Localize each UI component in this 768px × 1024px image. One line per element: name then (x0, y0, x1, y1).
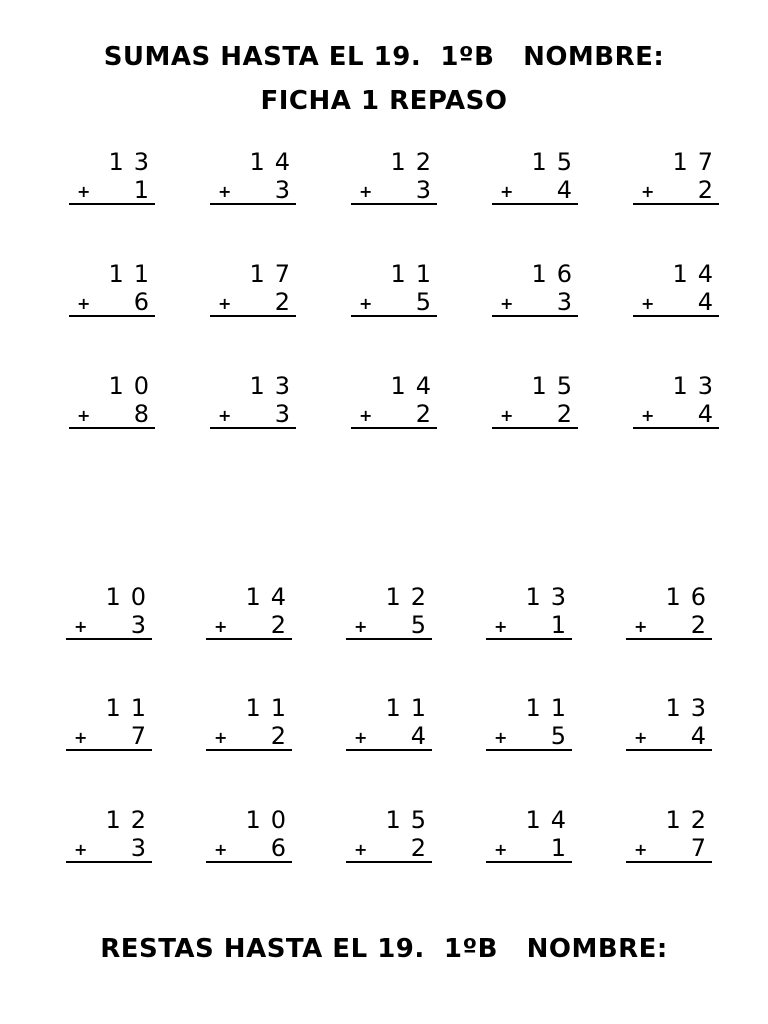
sum-line (626, 749, 712, 751)
addition-problem (210, 372, 300, 428)
addend-top: 17 (249, 260, 300, 288)
plus-sign: + (494, 617, 508, 636)
addend-bottom: 7 (130, 722, 146, 750)
sum-line (346, 749, 432, 751)
sum-line (210, 315, 296, 317)
addend-top: 13 (525, 583, 576, 611)
sum-line (69, 203, 155, 205)
addition-problem (346, 583, 436, 639)
addition-problem (492, 148, 582, 204)
plus-sign: + (500, 406, 514, 425)
addition-problem (206, 694, 296, 750)
addend-top: 14 (390, 372, 441, 400)
plus-sign: + (634, 617, 648, 636)
addend-bottom: 3 (130, 611, 146, 639)
sum-line (626, 638, 712, 640)
addition-problem (346, 694, 436, 750)
sum-line (69, 427, 155, 429)
sum-line (492, 315, 578, 317)
worksheet-title: SUMAS HASTA EL 19. 1ºB NOMBRE: (103, 42, 665, 72)
addend-bottom: 8 (133, 400, 149, 428)
addend-top: 12 (390, 148, 441, 176)
addend-bottom: 2 (697, 176, 713, 204)
addition-problem (633, 260, 723, 316)
addition-problem (626, 694, 716, 750)
addition-problem (486, 694, 576, 750)
sum-line (633, 203, 719, 205)
addend-top: 14 (525, 806, 576, 834)
plus-sign: + (354, 728, 368, 747)
addend-top: 16 (665, 583, 716, 611)
addend-bottom: 5 (410, 611, 426, 639)
plus-sign: + (74, 617, 88, 636)
sum-line (206, 749, 292, 751)
sum-line (210, 427, 296, 429)
plus-sign: + (634, 728, 648, 747)
plus-sign: + (218, 406, 232, 425)
addend-bottom: 2 (274, 288, 290, 316)
plus-sign: + (634, 840, 648, 859)
plus-sign: + (359, 294, 373, 313)
addend-bottom: 3 (274, 176, 290, 204)
addend-top: 11 (105, 694, 156, 722)
sum-line (66, 861, 152, 863)
plus-sign: + (74, 728, 88, 747)
plus-sign: + (218, 294, 232, 313)
sum-line (486, 749, 572, 751)
addend-top: 11 (390, 260, 441, 288)
addend-bottom: 2 (415, 400, 431, 428)
addend-bottom: 2 (690, 611, 706, 639)
sum-line (66, 749, 152, 751)
addend-bottom: 7 (690, 834, 706, 862)
sum-line (351, 315, 437, 317)
sum-line (351, 427, 437, 429)
plus-sign: + (77, 294, 91, 313)
addend-top: 16 (531, 260, 582, 288)
addend-bottom: 3 (415, 176, 431, 204)
addend-bottom: 6 (270, 834, 286, 862)
addition-problem (486, 806, 576, 862)
addition-problem (210, 148, 300, 204)
addend-bottom: 4 (556, 176, 572, 204)
addend-top: 12 (665, 806, 716, 834)
plus-sign: + (641, 406, 655, 425)
addition-problem (492, 260, 582, 316)
addition-problem (66, 806, 156, 862)
plus-sign: + (641, 182, 655, 201)
addend-bottom: 4 (690, 722, 706, 750)
addition-problem (486, 583, 576, 639)
addition-problem (206, 806, 296, 862)
addend-top: 10 (105, 583, 156, 611)
addend-bottom: 2 (410, 834, 426, 862)
plus-sign: + (214, 840, 228, 859)
sum-line (69, 315, 155, 317)
subtraction-title: RESTAS HASTA EL 19. 1ºB NOMBRE: (100, 934, 668, 964)
sum-line (210, 203, 296, 205)
plus-sign: + (500, 294, 514, 313)
addend-bottom: 4 (697, 288, 713, 316)
sum-line (626, 861, 712, 863)
sum-line (492, 203, 578, 205)
addend-top: 13 (672, 372, 723, 400)
plus-sign: + (494, 840, 508, 859)
addition-problem (626, 583, 716, 639)
addend-bottom: 2 (270, 722, 286, 750)
plus-sign: + (359, 182, 373, 201)
sum-line (486, 638, 572, 640)
plus-sign: + (494, 728, 508, 747)
plus-sign: + (77, 406, 91, 425)
addend-top: 14 (672, 260, 723, 288)
addend-top: 15 (531, 372, 582, 400)
addend-top: 10 (108, 372, 159, 400)
sum-line (486, 861, 572, 863)
addend-top: 12 (385, 583, 436, 611)
sum-line (492, 427, 578, 429)
addend-bottom: 1 (550, 611, 566, 639)
sum-line (633, 315, 719, 317)
sum-line (346, 638, 432, 640)
addend-bottom: 3 (130, 834, 146, 862)
plus-sign: + (354, 840, 368, 859)
sum-line (206, 638, 292, 640)
addition-problem (633, 372, 723, 428)
plus-sign: + (77, 182, 91, 201)
addend-bottom: 2 (556, 400, 572, 428)
sum-line (206, 861, 292, 863)
addend-top: 15 (531, 148, 582, 176)
addend-bottom: 2 (270, 611, 286, 639)
plus-sign: + (354, 617, 368, 636)
addition-problem (69, 372, 159, 428)
addend-top: 11 (245, 694, 296, 722)
plus-sign: + (359, 406, 373, 425)
addend-top: 15 (385, 806, 436, 834)
addend-top: 14 (249, 148, 300, 176)
addend-top: 11 (108, 260, 159, 288)
sum-line (346, 861, 432, 863)
addition-problem (633, 148, 723, 204)
addend-bottom: 3 (274, 400, 290, 428)
addend-top: 13 (108, 148, 159, 176)
addend-top: 11 (385, 694, 436, 722)
addition-problem (69, 148, 159, 204)
plus-sign: + (500, 182, 514, 201)
addend-top: 12 (105, 806, 156, 834)
addend-top: 17 (672, 148, 723, 176)
addend-bottom: 5 (550, 722, 566, 750)
worksheet-subtitle: FICHA 1 REPASO (260, 86, 508, 116)
addend-bottom: 5 (415, 288, 431, 316)
addition-problem (210, 260, 300, 316)
addend-top: 11 (525, 694, 576, 722)
addition-problem (69, 260, 159, 316)
addition-problem (206, 583, 296, 639)
addition-problem (351, 148, 441, 204)
addend-top: 13 (665, 694, 716, 722)
addend-bottom: 4 (697, 400, 713, 428)
addition-problem (626, 806, 716, 862)
plus-sign: + (74, 840, 88, 859)
plus-sign: + (214, 617, 228, 636)
sum-line (351, 203, 437, 205)
addition-problem (351, 260, 441, 316)
plus-sign: + (214, 728, 228, 747)
addition-problem (346, 806, 436, 862)
addend-bottom: 1 (133, 176, 149, 204)
addition-problem (351, 372, 441, 428)
addend-top: 10 (245, 806, 296, 834)
addend-top: 14 (245, 583, 296, 611)
sum-line (66, 638, 152, 640)
addition-problem (492, 372, 582, 428)
plus-sign: + (641, 294, 655, 313)
addition-problem (66, 583, 156, 639)
sum-line (633, 427, 719, 429)
addition-problem (66, 694, 156, 750)
plus-sign: + (218, 182, 232, 201)
addend-bottom: 1 (550, 834, 566, 862)
addend-bottom: 6 (133, 288, 149, 316)
addend-top: 13 (249, 372, 300, 400)
addend-bottom: 3 (556, 288, 572, 316)
addend-bottom: 4 (410, 722, 426, 750)
